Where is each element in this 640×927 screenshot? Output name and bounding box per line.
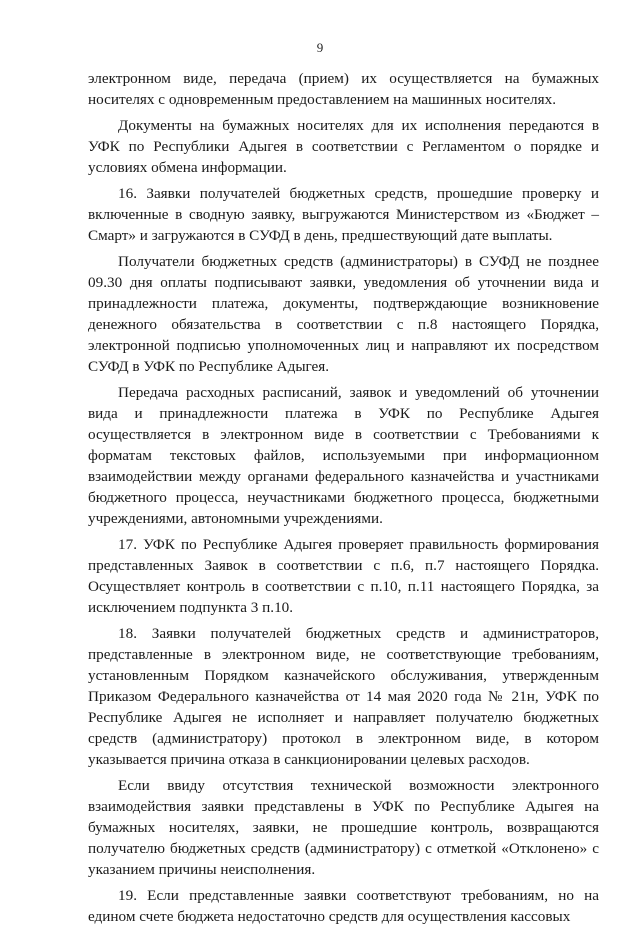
paragraph-electronic-transfer: Передача расходных расписаний, заявок и уведомлений об уточнении вида и принадлежности платежа в УФК по Республике Адыгея осуществляется в электронном виде в соответствии с Требованиями к форматам текстовых файлов, используемыми при информационном взаимодействии между органами федерального казначейства и участниками бюджетного процесса, неучастниками бюджетного процесса, бюджетными учреждениями, автономными учреждениями. [88, 384, 599, 527]
paragraph-paper-documents: Документы на бумажных носителях для их исполнения передаются в УФК по Республики Адыгея в соответствии с Регламентом о порядке и условиях обмена информации. [88, 117, 599, 176]
paragraph-item-19: 19. Если представленные заявки соответствуют требованиям, но на едином счете бюджета недостаточно средств для осуществления кассовых [88, 887, 599, 925]
page-number: 9 [316, 40, 324, 55]
paragraph-recipients-signing: Получатели бюджетных средств (администраторы) в СУФД не позднее 09.30 дня оплаты подписывают заявки, уведомления об уточнении вида и принадлежности платежа, документы, подтверждающие возникновение денежного обязательства в соответствии с п.8 настоящего Порядка, электронной подписью уполномоченных лиц и направляют их посредством СУФД в УФК по Республике Адыгея. [88, 253, 599, 375]
document-body [88, 68, 599, 927]
paragraph-item-16: 16. Заявки получателей бюджетных средств, прошедшие проверку и включенные в сводную заявку, выгружаются Министерством из «Бюджет – Смарт» и загружаются в СУФД в день, предшествующий дате выплаты. [88, 185, 599, 244]
paragraph-item-17: 17. УФК по Республике Адыгея проверяет правильность формирования представленных Заявок в соответствии с п.6, п.7 настоящего Порядка. Осуществляет контроль в соответствии с п.10, п.11 настоящего Порядка, за исключением подпункта 3 п.10. [88, 536, 599, 616]
paragraph-continuation: электронном виде, передача (прием) их осуществляется на бумажных носителях с одновременным предоставлением на машинных носителях. [88, 70, 599, 108]
paragraph-item-18: 18. Заявки получателей бюджетных средств и администраторов, представленные в электронном виде, не соответствующие требованиям, установленным Порядком казначейского обслуживания, утвержденным Приказом Федерального казначейства от 14 мая 2020 года № 21н, УФК по Республике Адыгея не исполняет и направляет получателю бюджетных средств (администратору) протокол в электронном виде, в котором указывается причина отказа в санкционировании целевых расходов. [88, 625, 599, 768]
paragraph-paper-rejection: Если ввиду отсутствия технической возможности электронного взаимодействия заявки представлены в УФК по Республике Адыгея на бумажных носителях, заявки, не прошедшие контроль, возвращаются получателю бюджетных средств (администратору) с отметкой «Отклонено» с указанием причины неисполнения. [88, 777, 599, 878]
